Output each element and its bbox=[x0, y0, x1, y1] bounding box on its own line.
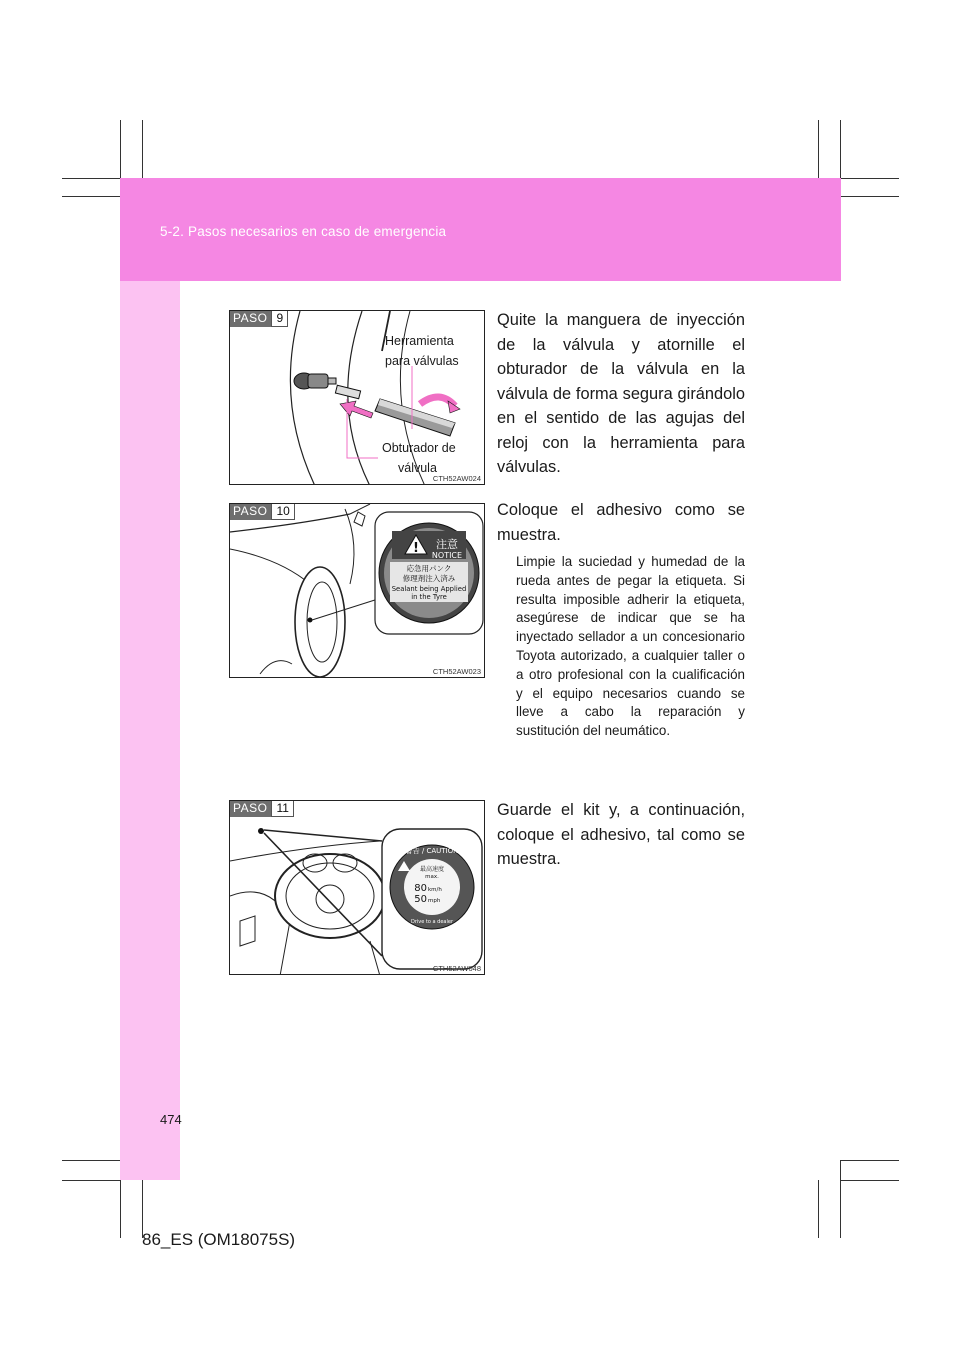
figure-step-11 bbox=[229, 800, 485, 975]
crop-mark bbox=[841, 1180, 899, 1181]
wheel-illustration bbox=[230, 504, 485, 678]
step-badge-number: 10 bbox=[271, 503, 294, 520]
step-badge bbox=[229, 800, 294, 817]
crop-mark bbox=[120, 120, 121, 178]
step-badge-label: PASO bbox=[229, 310, 271, 327]
step-badge-label: PASO bbox=[229, 800, 271, 817]
sticker-unit-kmh: km/h bbox=[428, 887, 442, 893]
crop-mark bbox=[840, 120, 841, 178]
callout-line: Obturador de bbox=[382, 441, 456, 455]
sticker-max-jp: 最高速度 bbox=[419, 866, 445, 873]
step-badge-label: PASO bbox=[229, 503, 271, 520]
sticker-caution: 警告 / CAUTION bbox=[405, 847, 459, 855]
crop-mark bbox=[62, 1180, 120, 1181]
svg-text:!: ! bbox=[413, 541, 419, 556]
step-badge bbox=[229, 310, 288, 327]
sticker-line-1: 応急用パンク bbox=[406, 564, 452, 573]
crop-mark bbox=[818, 120, 819, 178]
step-badge-number: 9 bbox=[271, 310, 288, 327]
callout-line: Herramienta bbox=[385, 334, 454, 348]
document-code: 86_ES (OM18075S) bbox=[142, 1230, 296, 1249]
crop-mark bbox=[840, 1160, 841, 1238]
step-9-text: Quite la manguera de inyección de la válvula y atornille el obturador de la válvula en la válvula de forma segura girándolo en el sentido de las agujas del reloj con la herramienta para válvulas. bbox=[497, 311, 745, 476]
step-badge-number: 11 bbox=[271, 800, 293, 817]
valve-stem bbox=[294, 373, 336, 389]
figure-code: CTH52AW023 bbox=[432, 667, 481, 676]
sticker-title-en: NOTICE bbox=[431, 551, 463, 560]
callout-valve-tool bbox=[385, 331, 459, 371]
sticker-ring-text: Drive to a dealer bbox=[410, 919, 454, 925]
step-10-note: Limpie la suciedad y humedad de la rueda antes de pegar la etiqueta. Si resulta imposible adherir la etiqueta, asegúrese de indicar que se ha inyectado sellador a un concesionario Toyota autorizado, a cualquier taller o a otro profesional con la cualificación y el equipo necesarios cuando se lleve a cabo la reparación y sustitución del neumático. bbox=[516, 554, 745, 739]
sticker-speed-kmh: 80 bbox=[414, 883, 427, 894]
callout-valve-core bbox=[382, 438, 456, 478]
crop-mark bbox=[120, 1180, 121, 1238]
sticker-max: max. bbox=[425, 874, 439, 880]
dashboard-illustration bbox=[230, 801, 485, 975]
sticker-title-jp: 注意 bbox=[436, 538, 458, 551]
figure-code: CTH52AW024 bbox=[432, 474, 481, 483]
section-title: 5-2. Pasos necesarios en caso de emergencia bbox=[160, 224, 447, 239]
sticker-speed-mph: 50 bbox=[414, 894, 427, 905]
valve-tool-icon bbox=[375, 397, 460, 436]
sticker-unit-mph: mph bbox=[428, 898, 441, 904]
step-10-text: Coloque el adhesivo como se muestra. bbox=[497, 501, 745, 544]
figure-step-9 bbox=[229, 310, 485, 485]
step-11-text: Guarde el kit y, a continuación, coloque el adhesivo, tal como se muestra. bbox=[497, 801, 745, 868]
crop-mark bbox=[841, 178, 899, 179]
sticker-line-2: 修理剤注入済み bbox=[402, 574, 456, 583]
callout-line: válvula bbox=[398, 461, 437, 475]
crop-mark bbox=[142, 120, 143, 178]
step-badge bbox=[229, 503, 295, 520]
insert-arrow-icon bbox=[340, 401, 373, 418]
crop-mark bbox=[841, 196, 899, 197]
crop-mark bbox=[62, 196, 120, 197]
sidebar-band bbox=[120, 281, 180, 1180]
crop-mark bbox=[818, 1180, 819, 1238]
crop-mark bbox=[62, 178, 120, 179]
figure-step-10 bbox=[229, 503, 485, 678]
callout-line: para válvulas bbox=[385, 354, 459, 368]
page-number: 474 bbox=[160, 1112, 182, 1127]
sticker-line-3: Sealant being Applied bbox=[391, 585, 467, 593]
figure-code: CTH52AW048 bbox=[432, 964, 481, 973]
crop-mark bbox=[62, 1160, 120, 1161]
sticker-line-4: in the Tyre bbox=[411, 593, 447, 601]
crop-mark bbox=[841, 1160, 899, 1161]
